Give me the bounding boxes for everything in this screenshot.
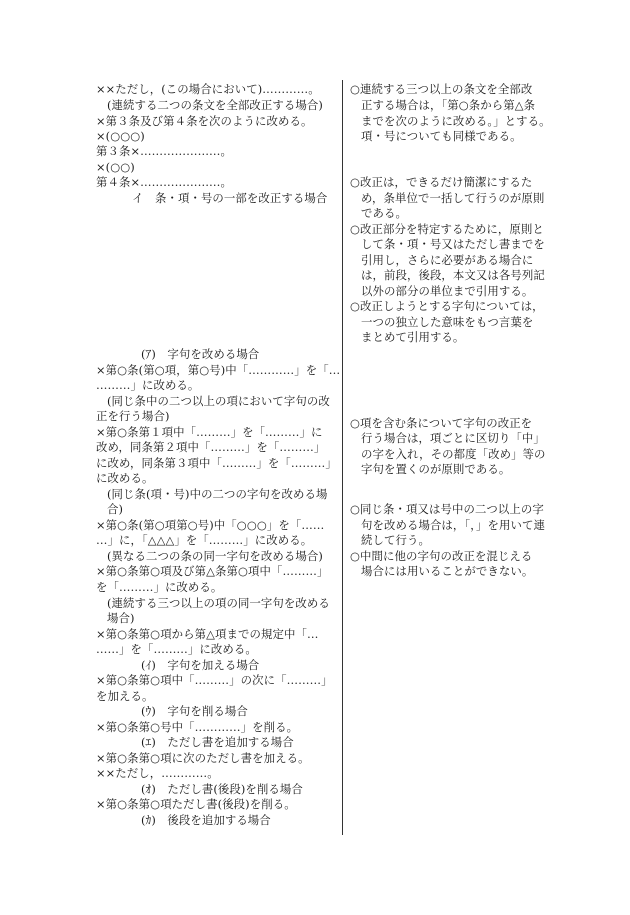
section-note: 合) [107, 502, 124, 516]
text-line: ×第○条第○項から第△項までの規定中「… [96, 627, 319, 641]
section-note: 場合) [107, 611, 135, 625]
note-line: まとめて引用する。 [361, 330, 465, 344]
text-line: ×第○条第○項及び第△条第○項中「………」 [96, 564, 329, 578]
note-line: 一つの独立した意味をもつ言葉を [361, 315, 534, 329]
text-line: …」に，「△△△」を「………」に改める。 [96, 533, 313, 547]
subsection-heading: (ｱ) 字句を改める場合 [141, 347, 260, 361]
note-line: ○改正は，できるだけ簡潔にするた [350, 175, 533, 189]
section-note: (異なる二つの条の同一字句を改める場合) [107, 549, 323, 563]
subsection-heading: (ｲ) 字句を加える場合 [141, 658, 260, 672]
column-divider [342, 80, 343, 835]
subsection-heading: (ｶ) 後段を追加する場合 [141, 813, 271, 827]
note-line: 項・号についても同様である。 [361, 129, 522, 143]
note-line: ○同じ条・項又は号中の二つ以上の字 [350, 502, 544, 516]
note-line: 字句を置くのが原則である。 [361, 462, 511, 476]
text-line: ×(○○○) [96, 129, 145, 143]
note-line: 引用し，さらに必要がある場合に [361, 253, 534, 267]
text-line: ×第○条(第○項，第○号)中「…………」を「… [96, 363, 341, 377]
text-line: ……」を「………」に改める。 [96, 642, 257, 656]
text-line: を加える。 [96, 689, 154, 703]
text-line: ×(○○) [96, 160, 135, 174]
text-line: ×第○条第○項中「………」の次に「………」 [96, 673, 333, 687]
text-line: を「………」に改める。 [96, 580, 223, 594]
text-line: ×第○条(第○項第○号)中「○○○」を「…… [96, 518, 325, 532]
text-line: 第４条×…………………。 [96, 175, 233, 189]
note-line: ○改正部分を特定するために，原則と [350, 222, 544, 236]
section-note: (連続する二つの条文を全部改正する場合) [107, 98, 323, 112]
section-note: (連続する三つ以上の項の同一字句を改める [107, 596, 330, 610]
note-line: 場合には用いることができない。 [361, 564, 534, 578]
text-line: に改め，同条第３項中「………」を「………」 [96, 456, 337, 470]
note-line: 正する場合は，「第○条から第△条 [361, 98, 536, 112]
note-line: 以外の部分の単位まで引用する。 [361, 284, 534, 298]
note-line: ○中間に他の字句の改正を混じえる [350, 549, 533, 563]
note-line: である。 [361, 206, 407, 220]
text-line: に改める。 [96, 471, 154, 485]
text-line: ×第○条第１項中「………」を「………」に [96, 425, 323, 439]
note-line: ○項を含む条について字句の改正を [350, 416, 533, 430]
note-line: め，条単位で一括して行うのが原則 [361, 191, 545, 205]
note-line: 続して行う。 [361, 533, 430, 547]
subsection-heading: (ｴ) ただし書を追加する場合 [141, 735, 294, 749]
note-line: 行う場合は，項ごとに区切り「中」 [361, 431, 545, 445]
text-line: ××ただし，(この場合において)…………。 [96, 82, 320, 96]
text-line: ×第○条第○項に次のただし書を加える。 [96, 751, 310, 765]
section-heading: イ 条・項・号の一部を改正する場合 [132, 191, 328, 205]
note-line: の字を入れ，その都度「改め」等の [361, 447, 546, 461]
note-line: して条・項・号又はただし書までを [361, 237, 545, 251]
note-line: ○連続する三つ以上の条文を全部改 [350, 82, 533, 96]
subsection-heading: (ｳ) 字句を削る場合 [141, 704, 248, 718]
text-line: ××ただし，…………。 [96, 766, 219, 780]
note-line: は，前段，後段，本文又は各号列記 [361, 268, 545, 282]
note-line: ○改正しようとする字句については， [350, 299, 544, 313]
section-note: 正を行う場合) [96, 409, 170, 423]
subsection-heading: (ｵ) ただし書(後段)を削る場合 [141, 782, 303, 796]
text-line: ×第○条第○項ただし書(後段)を削る。 [96, 797, 296, 811]
note-line: 句を改める場合は，「，」を用いて連 [361, 518, 545, 532]
text-line: 改め，同条第２項中「………」を「………」 [96, 440, 326, 454]
section-note: (同じ条(項・号)中の二つの字句を改める場 [107, 487, 328, 501]
text-line: ×第３条及び第４条を次のように改める。 [96, 114, 313, 128]
note-line: までを次のように改める。」とする。 [361, 114, 551, 128]
section-note: (同じ条中の二つ以上の項において字句の改 [107, 394, 330, 408]
text-line: ×第○条第○号中「…………」を削る。 [96, 720, 299, 734]
text-line: ………」に改める。 [96, 378, 200, 392]
text-line: 第３条×…………………。 [96, 144, 233, 158]
